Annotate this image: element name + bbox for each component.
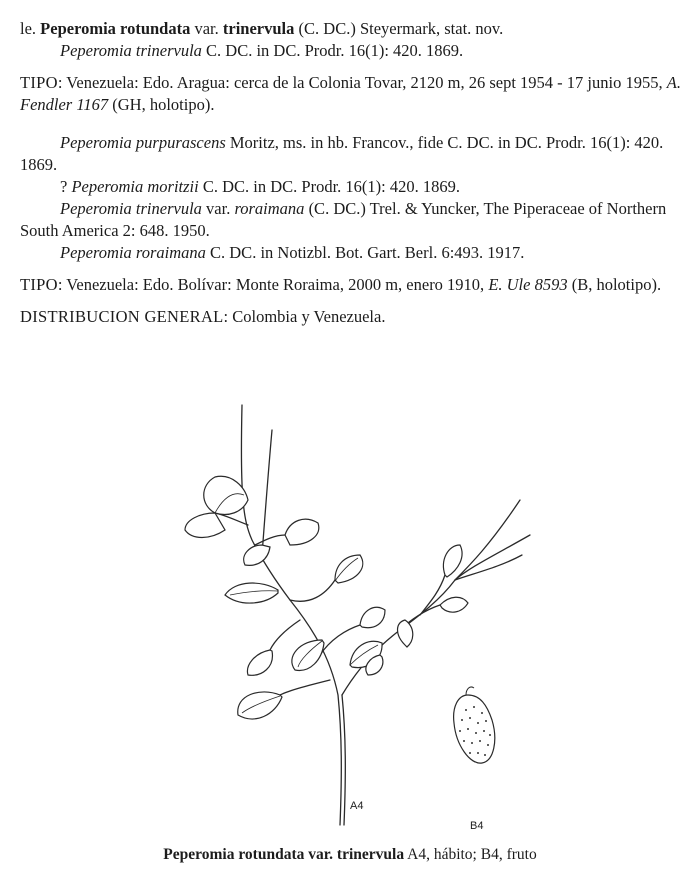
figure-label-b4: B4 xyxy=(470,820,484,832)
entry-authors: (C. DC.) Steyermark, stat. nov. xyxy=(298,19,504,38)
basionym-ref: C. DC. in DC. Prodr. 16(1): 420. 1869. xyxy=(206,41,464,60)
synonym-item xyxy=(20,198,682,242)
caption-species: Peperomia rotundata var. trinervula xyxy=(163,846,405,863)
synonym-list xyxy=(20,132,682,264)
botanical-illustration xyxy=(0,395,700,845)
branch-stem xyxy=(262,430,272,555)
plant-drawing xyxy=(0,395,700,845)
leaf xyxy=(244,545,270,565)
synonym-item xyxy=(20,176,682,198)
tipo-label: TIPO xyxy=(20,73,58,92)
tipo-text-b: (GH, holotipo). xyxy=(112,95,215,114)
synonym-var-name: roraimana xyxy=(234,199,305,218)
tipo-paragraph-2 xyxy=(20,274,682,296)
entry-heading xyxy=(20,18,682,40)
leaf xyxy=(285,519,319,545)
figure-caption xyxy=(0,846,700,864)
tipo-text-a: : Venezuela: Edo. Aragua: cerca de la Colonia Tovar, 2120 m, 26 sept 1954 - 17 junio 1955, xyxy=(57,73,663,92)
leaf xyxy=(225,583,278,603)
basionym-name: Peperomia trinervula xyxy=(60,41,202,60)
entry-var-name: trinervula xyxy=(222,19,295,38)
synonym-ref: Moritz, ms. in hb. Francov., fide C. DC. in DC. Prodr. 16(1): 420. 1869. xyxy=(20,133,664,174)
synonym-name: Peperomia moritzii xyxy=(71,177,199,196)
distribucion-label: DISTRIBUCION GENERAL xyxy=(20,307,224,326)
synonym-name: Peperomia roraimana xyxy=(60,243,206,262)
synonym-name: Peperomia trinervula xyxy=(60,199,202,218)
figure-label-a4: A4 xyxy=(350,800,364,812)
text-block xyxy=(20,18,682,328)
tipo-collector: E. Ule 8593 xyxy=(488,275,568,294)
synonym-ref: C. DC. in Notizbl. Bot. Gart. Berl. 6:493. 1917. xyxy=(210,243,525,262)
leaf xyxy=(238,692,282,719)
leaf xyxy=(443,545,462,577)
caption-text: A4, hábito; B4, fruto xyxy=(407,846,537,863)
tipo-label: TIPO xyxy=(20,275,58,294)
leaf xyxy=(247,650,272,675)
main-stem xyxy=(241,405,341,825)
synonym-item xyxy=(20,242,682,264)
leaf xyxy=(335,555,363,583)
entry-var-word: var. xyxy=(194,19,219,38)
synonym-item xyxy=(20,132,682,176)
entry-number: le. xyxy=(20,19,37,38)
synonym-ref: C. DC. in DC. Prodr. 16(1): 420. 1869. xyxy=(202,177,460,196)
tipo-text-a: : Venezuela: Edo. Bolívar: Monte Roraima, 2000 m, enero 1910, xyxy=(57,275,485,294)
distribucion-text: : Colombia y Venezuela. xyxy=(223,307,386,326)
distribucion-paragraph xyxy=(20,306,682,328)
leaf xyxy=(440,597,468,612)
synonym-name: Peperomia purpurascens xyxy=(60,133,226,152)
tipo-paragraph-1 xyxy=(20,72,682,116)
tipo-collector: A. Fendler 1167 xyxy=(20,73,681,114)
synonym-prefix: ? xyxy=(60,177,72,196)
basionym-line xyxy=(20,40,682,62)
synonym-ref: (C. DC.) Trel. & Yuncker, The Piperaceae of Northern South America 2: 648. 1950. xyxy=(20,199,667,240)
leaf xyxy=(360,607,385,627)
leaf xyxy=(185,513,225,538)
fruit-illustration xyxy=(454,687,495,763)
synonym-var-word: var. xyxy=(206,199,231,218)
tipo-text-b: (B, holotipo). xyxy=(571,275,662,294)
entry-species-name: Peperomia rotundata xyxy=(40,19,191,38)
leaf xyxy=(398,620,413,647)
leaf xyxy=(292,640,324,670)
